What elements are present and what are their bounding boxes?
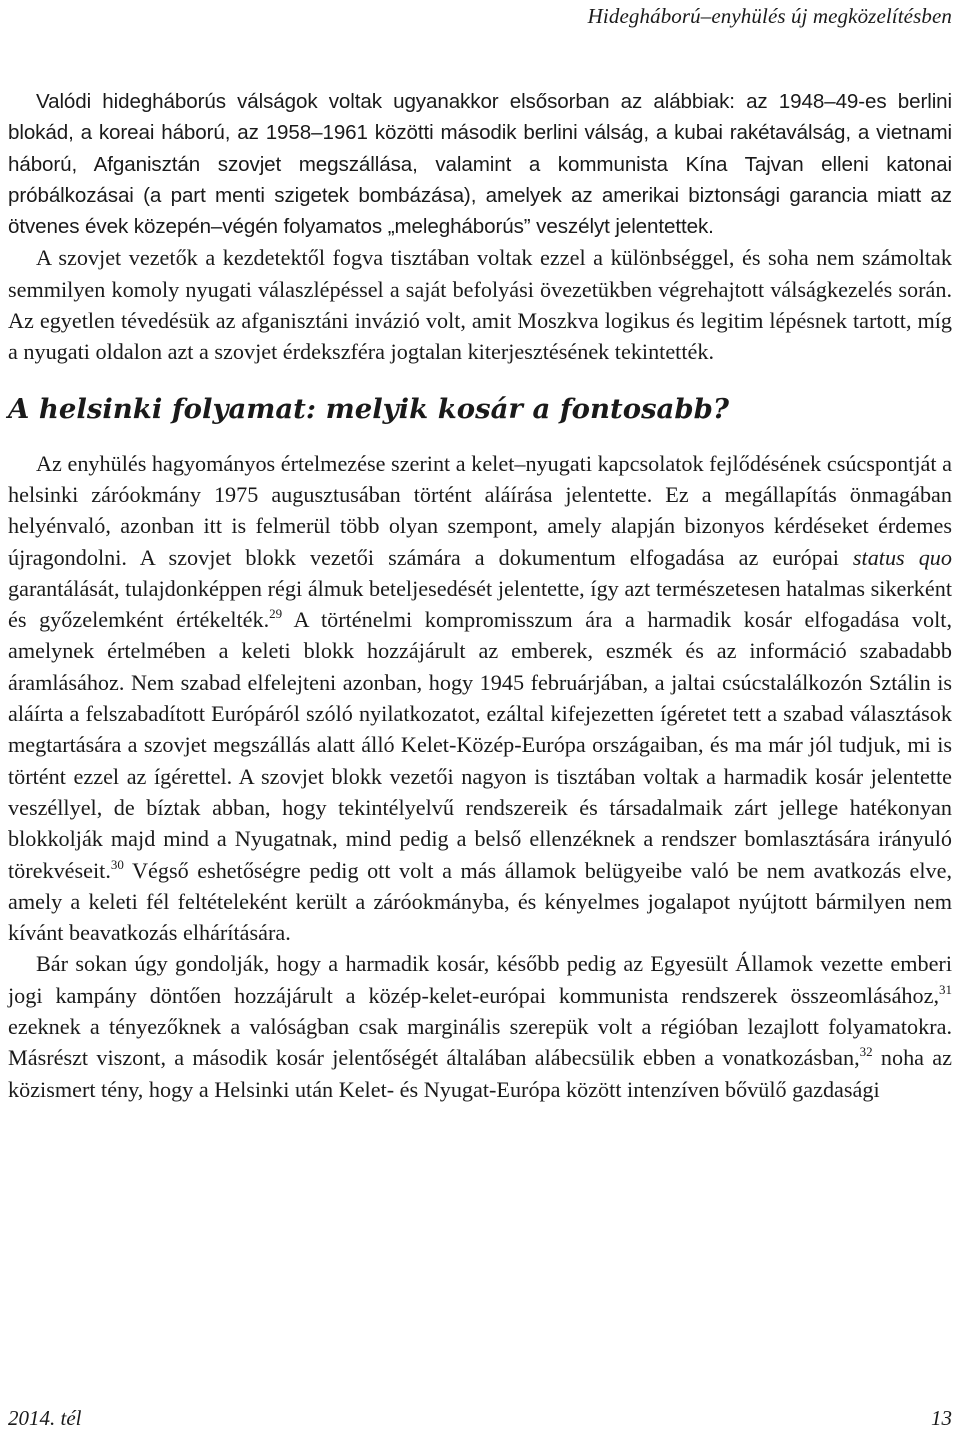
running-header: Hidegháború–enyhülés új megközelítésben bbox=[587, 4, 952, 28]
text-span: Bár sokan úgy gondolják, hogy a harmadik kosár, később pedig az Egyesült Államok vezette emberi jogi kampány döntően hozzájárult a közép-kelet-európai kommunista rendszerek összeomlásához, bbox=[8, 951, 952, 1008]
text-span: garantálását, tulajdonképpen régi álmuk beteljesedését jelentette, így azt természetesen hatalmas sikerként és győzelemként értékelték. bbox=[8, 575, 952, 633]
footnote-ref[interactable]: 32 bbox=[859, 1044, 873, 1060]
footer-issue: 2014. tél bbox=[8, 1406, 82, 1430]
text-span: A történelmi kompromisszum ára a harmadik kosár elfogadása volt, amelynek értelmében a keleti blokk hozzájárult az emberek, eszmék és az információ szabadabb áramlásához. Nem szabad elfelejteni azonban, hogy 1945 februárjában, a jaltai csúcstalálkozón Sztálin is aláírta a felszabadított Európáról szóló nyilatkozatot, ezáltal kifejezetten ígéretet tett a szabad választások megtartására a szovjet megszállás alatt álló Kelet-Közép-Európa országaiban, és ma már jól tudjuk, mi is történt ezzel az ígérettel. A szovjet blokk vezetői nagyon is tisztában voltak a harmadik kosár jelentette veszéllyel, de bíztak abban, hogy tekintélyelvű rendszereik és társadalmaik zárt jellege hatékonyan blokkolják majd mind a Nyugatnak, mind pedig a belső ellenzéknek a rendszer bomlasztására irányuló törekvéseit. bbox=[8, 607, 952, 883]
footnote-ref[interactable]: 30 bbox=[110, 856, 124, 872]
paragraph-crises: Valódi hidegháborús válságok voltak ugyanakkor elsősorban az alábbiak: az 1948–49-es berlini blokád, a koreai háború, az 1958–1961 közötti második berlini válság, a kubai rakétaválság, a vietnami háború, Afganisztán szovjet megszállása, valamint a kommunista Kína Tajvan elleni katonai próbálkozásai (a part menti szigetek bombázása), amelyek az amerikai biztonsági garancia miatt az ötvenes évek közepén–végén folyamatos „melegháborús” veszélyt jelentettek. bbox=[8, 90, 952, 239]
text-span: noha az közismert tény, hogy a Helsinki után Kelet- és Nyugat-Európa között intenzíven bővülő gazdasági bbox=[8, 1045, 952, 1102]
section-heading: A helsinki folyamat: melyik kosár a fontosabb? bbox=[8, 392, 729, 425]
italic-term: status quo bbox=[852, 544, 952, 570]
text-span: ezeknek a tényezőknek a valóságban csak marginális szerepük volt a régióban lezajlott folyamatokra. Másrészt viszont, a második kosár jelentőségét általában alábecsülik ebben a vonatkozásban, bbox=[8, 1014, 952, 1071]
text-span: Végső eshetőségre pedig ott volt a más államok belügyeibe való be nem avatkozás elve, amely a keleti fél feltételeként került a záróokmányba, és kényelmes jogalapot nyújtott bármilyen nem kívánt beavatkozás elhárítására. bbox=[8, 857, 952, 946]
footnote-ref[interactable]: 31 bbox=[939, 981, 952, 997]
text-span: Az enyhülés hagyományos értelmezése szerint a kelet–nyugati kapcsolatok fejlődésének csúcspontját a helsinki záróokmány 1975 augusztusában történt aláírása jelentette. Ez a megállapítás önmagában helyénvaló, azonban itt is felmerül több olyan szempont, amely alapján bizonyos kérdéseket érdemes újragondolni. A szovjet blokk vezetői számára a dokumentum elfogadása az európai bbox=[8, 450, 952, 570]
body-text bbox=[8, 86, 952, 1105]
footnote-ref[interactable]: 29 bbox=[269, 606, 283, 622]
paragraph-third-basket bbox=[8, 948, 952, 1104]
paragraph-soviet-leaders: A szovjet vezetők a kezdetektől fogva tisztában voltak ezzel a különbséggel, és soha nem számoltak semmilyen komoly nyugati válaszlépéssel a saját befolyási övezetükben végrehajtott válságkezelés során. Az egyetlen tévedésük az afganisztáni invázió volt, amit Moszkva logikus és legitim lépésnek tartott, míg a nyugati oldalon azt a szovjet érdekszféra jogtalan kiterjesztésének tekintették. bbox=[8, 245, 952, 365]
page-number: 13 bbox=[931, 1406, 952, 1430]
paragraph-helsinki-act bbox=[8, 448, 952, 949]
